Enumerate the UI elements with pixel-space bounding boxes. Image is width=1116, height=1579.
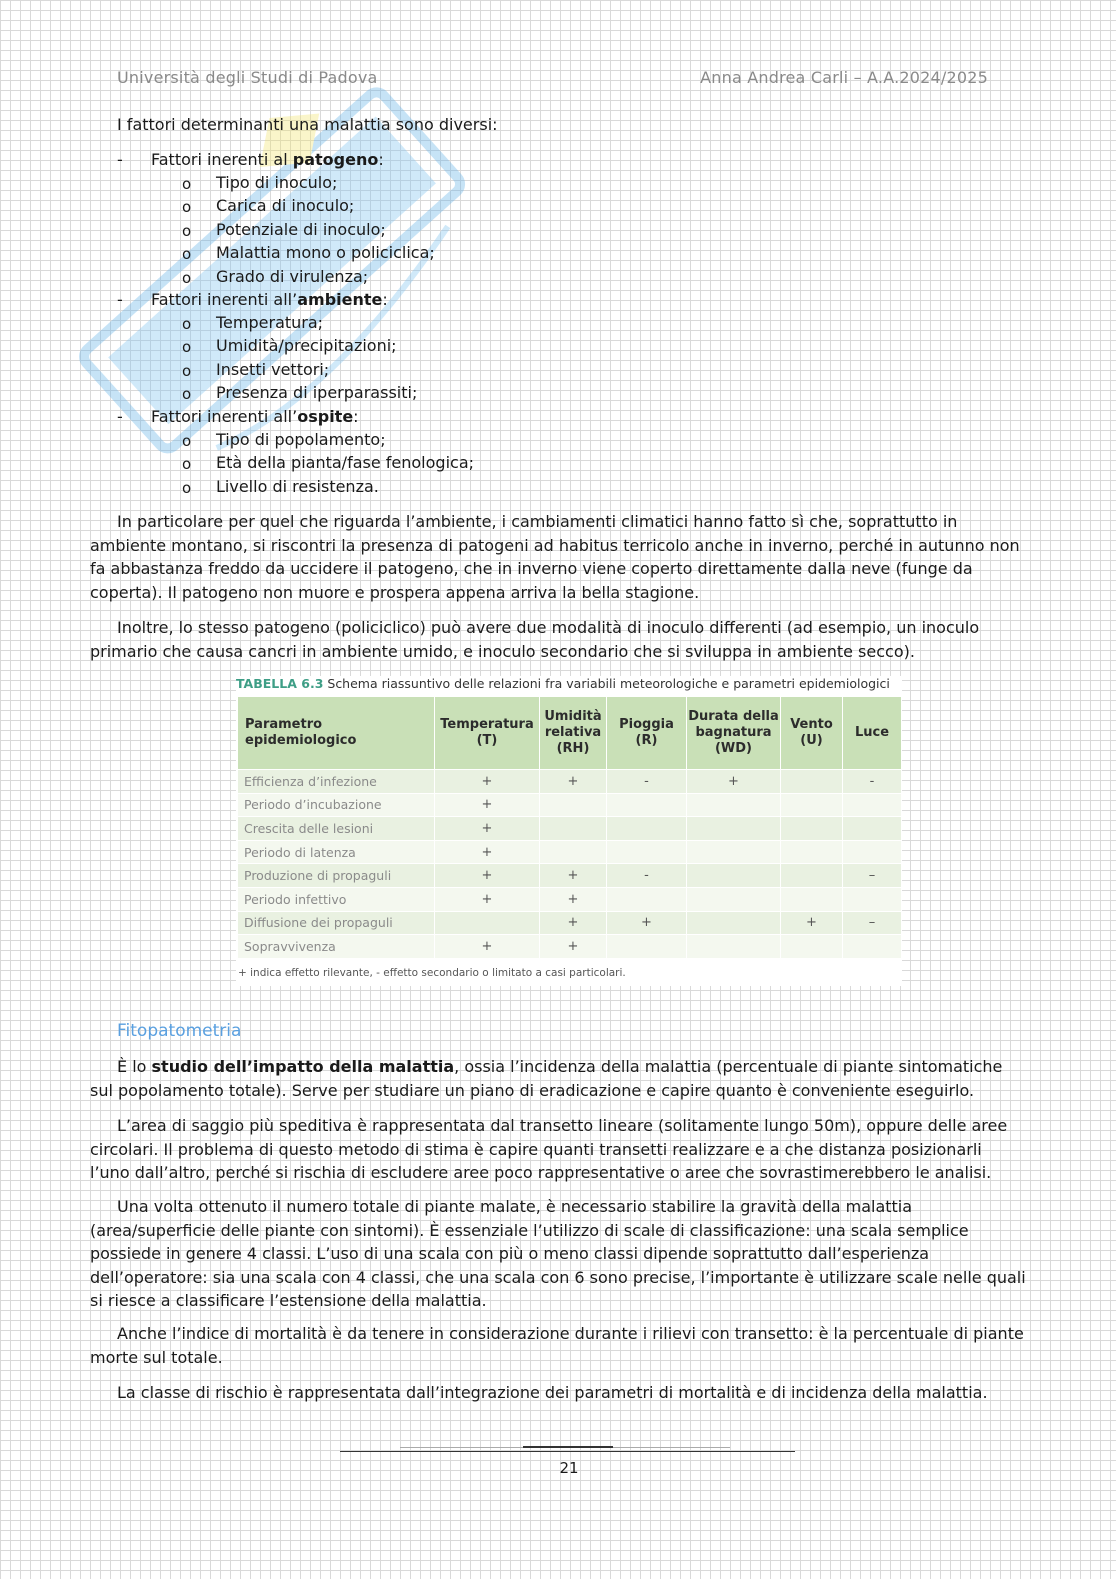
factor-item: Tipo di popolamento; <box>216 430 386 449</box>
bullet-icon: o <box>182 245 192 263</box>
table-cell: + <box>540 911 607 935</box>
table-cell: + <box>435 817 540 841</box>
col-header: Durata della bagnatura (WD) <box>687 697 781 770</box>
factor-item: Malattia mono o policiclica; <box>216 243 435 262</box>
factor-suffix: : <box>378 150 384 169</box>
factor-item: Carica di inoculo; <box>216 196 355 215</box>
factor-strong: ospite <box>297 407 354 426</box>
header-author: Anna Andrea Carli – A.A.2024/2025 <box>700 68 988 87</box>
paragraph-inoculum: Inoltre, lo stesso patogeno (policiclico) può avere due modalità di inoculo differenti (ad esempio, un inoculo primario che causa cancri in ambiente umido, e inoculo secondario che si sviluppa in ambiente secco). <box>90 618 980 661</box>
bullet-icon: o <box>182 385 192 403</box>
table-cell: Diffusione dei propaguli <box>238 911 435 935</box>
table-cell <box>540 793 607 817</box>
section-title: Fitopatometria <box>117 1021 242 1041</box>
table-cell: + <box>435 793 540 817</box>
table-cell <box>781 887 843 911</box>
bullet-icon: o <box>182 432 192 450</box>
table-cell <box>607 793 687 817</box>
table-cell <box>843 817 902 841</box>
table-cell: + <box>435 770 540 794</box>
factor-strong: patogeno <box>292 150 379 169</box>
table-cell: Sopravvivenza <box>238 935 435 959</box>
table-cell: - <box>843 770 902 794</box>
factor-item: Tipo di inoculo; <box>216 173 338 192</box>
table-title-label: TABELLA 6.3 <box>236 676 324 691</box>
table-cell <box>607 817 687 841</box>
factor-prefix: Fattori inerenti all’ <box>151 407 298 426</box>
footer-rule <box>523 1446 613 1448</box>
col-header: Pioggia (R) <box>607 697 687 770</box>
table-cell: + <box>540 887 607 911</box>
table-cell: Periodo infettivo <box>238 887 435 911</box>
table-row <box>238 864 902 888</box>
bullet-icon: o <box>182 269 192 287</box>
factor-item: Temperatura; <box>216 313 324 332</box>
bullet-icon: o <box>182 362 192 380</box>
paragraph-severity: Una volta ottenuto il numero totale di piante malate, è necessario stabilire la gravità della malattia (area/superficie delle piante con sintomi). È essenziale l’utilizzo di scale di classificazione: una scala semplice possiede in genere 4 classi. L’uso di una scala con più o meno classi dipende soprattutto dall’esperienza dell’operatore: sia una scala con 4 classi, che una scala con 6 sono precise, l’importante è utilizzare scale nelle quali si riesce a classificare l’estensione della malattia. <box>90 1197 1026 1311</box>
table-cell: + <box>540 864 607 888</box>
table-row <box>238 911 902 935</box>
def-pre: È lo <box>117 1057 152 1076</box>
bullet-icon: o <box>182 479 192 497</box>
table-cell: + <box>435 864 540 888</box>
table-row <box>238 793 902 817</box>
factor-item: Insetti vettori; <box>216 360 330 379</box>
col-header: Umidità relativa (RH) <box>540 697 607 770</box>
table-cell <box>687 864 781 888</box>
table-cell <box>607 887 687 911</box>
table-cell: + <box>781 911 843 935</box>
table-cell <box>540 817 607 841</box>
table-cell <box>843 935 902 959</box>
table-cell <box>687 840 781 864</box>
table-title-text: Schema riassuntivo delle relazioni fra variabili meteorologiche e parametri epidemiologici <box>323 676 890 691</box>
bullet-icon: o <box>182 315 192 333</box>
factor-item: Grado di virulenza; <box>216 267 369 286</box>
factor-category-patogeno <box>151 150 384 169</box>
table-cell: + <box>435 887 540 911</box>
table-cell <box>540 840 607 864</box>
footer-rule <box>340 1451 795 1452</box>
col-header: Parametro epidemiologico <box>238 697 435 770</box>
factor-category-ambiente <box>151 290 388 309</box>
table-cell: - <box>607 770 687 794</box>
table-cell <box>781 864 843 888</box>
table-cell: + <box>540 935 607 959</box>
bullet-icon: o <box>182 455 192 473</box>
table-row <box>238 770 902 794</box>
table-cell <box>781 817 843 841</box>
table-cell <box>687 911 781 935</box>
paragraph-transect: L’area di saggio più speditiva è rappresentata dal transetto lineare (solitamente lungo 50m), oppure delle aree circolari. Il problema di questo metodo di stima è capire quanti transetti realizzare e a che distanza posizionarli l’uno dall’altro, perché si rischia di escludere aree poco rappresentative o aree che sovrastimerebbero le analisi. <box>90 1116 1008 1183</box>
bullet-icon: o <box>182 175 192 193</box>
factor-item: Livello di resistenza. <box>216 477 379 496</box>
table-cell <box>843 793 902 817</box>
paragraph-risk-class: La classe di rischio è rappresentata dall’integrazione dei parametri di mortalità e di incidenza della malattia. <box>117 1383 988 1402</box>
factor-item: Potenziale di inoculo; <box>216 220 386 239</box>
list-dash: - <box>117 290 123 309</box>
table-cell: Periodo di latenza <box>238 840 435 864</box>
table-cell: + <box>435 840 540 864</box>
list-dash: - <box>117 150 123 169</box>
table-row <box>238 887 902 911</box>
factor-prefix: Fattori inerenti all’ <box>151 290 298 309</box>
header-university: Università degli Studi di Padova <box>117 68 378 87</box>
table-cell <box>687 793 781 817</box>
table-cell: + <box>687 770 781 794</box>
table-cell <box>607 935 687 959</box>
table-cell <box>435 911 540 935</box>
factor-suffix: : <box>353 407 359 426</box>
table-row <box>238 840 902 864</box>
table-cell <box>687 935 781 959</box>
table-cell <box>843 887 902 911</box>
table-cell: + <box>607 911 687 935</box>
table-header-row <box>238 697 902 770</box>
def-post: , ossia l’incidenza della malattia (percentuale di piante sintomatiche sul popolamento totale). Serve per studiare un piano di eradicazione e capire quanto è conveniente eseguirlo. <box>90 1057 1003 1100</box>
table-note: + indica effetto rilevante, - effetto secondario o limitato a casi particolari. <box>238 967 626 979</box>
col-header: Temperatura (T) <box>435 697 540 770</box>
table-cell: + <box>540 770 607 794</box>
factor-item: Età della pianta/fase fenologica; <box>216 453 475 472</box>
paragraph-definition <box>90 1055 1026 1102</box>
table-row <box>238 817 902 841</box>
factor-category-ospite <box>151 407 359 426</box>
factor-item: Presenza di iperparassiti; <box>216 383 418 402</box>
page-number: 21 <box>559 1459 579 1477</box>
table-cell <box>607 840 687 864</box>
table-title <box>236 676 890 691</box>
table-cell: Crescita delle lesioni <box>238 817 435 841</box>
table-cell: Periodo d’incubazione <box>238 793 435 817</box>
col-header: Luce <box>843 697 902 770</box>
table-cell: Produzione di propaguli <box>238 864 435 888</box>
table-figure <box>236 676 902 986</box>
paragraph-climate: In particolare per quel che riguarda l’ambiente, i cambiamenti climatici hanno fatto sì che, soprattutto in ambiente montano, si riscontri la presenza di patogeni ad habitus terricolo anche in inverno, perché in autunno non fa abbastanza freddo da uccidere il patogeno, che in inverno viene coperto direttamente dalla neve (funge da coperta). Il patogeno non muore e prospera appena arriva la bella stagione. <box>90 512 1020 602</box>
list-dash: - <box>117 407 123 426</box>
col-header: Vento (U) <box>781 697 843 770</box>
bullet-icon: o <box>182 222 192 240</box>
table-row <box>238 935 902 959</box>
epidemiology-table <box>237 696 902 959</box>
table-cell <box>781 770 843 794</box>
table-cell <box>843 840 902 864</box>
factor-prefix: Fattori inerenti al <box>151 150 293 169</box>
table-cell <box>781 935 843 959</box>
bullet-icon: o <box>182 338 192 356</box>
paragraph-mortality: Anche l’indice di mortalità è da tenere in considerazione durante i rilievi con transetto: è la percentuale di piante morte sul totale. <box>90 1324 1024 1367</box>
table-cell: – <box>843 864 902 888</box>
factor-strong: ambiente <box>297 290 383 309</box>
table-cell: + <box>435 935 540 959</box>
def-strong: studio dell’impatto della malattia <box>151 1057 455 1076</box>
factor-item: Umidità/precipitazioni; <box>216 336 397 355</box>
factor-suffix: : <box>382 290 388 309</box>
table-cell: Efficienza d’infezione <box>238 770 435 794</box>
bullet-icon: o <box>182 198 192 216</box>
table-cell <box>781 793 843 817</box>
intro-text: I fattori determinanti una malattia sono diversi: <box>117 115 498 134</box>
table-cell <box>687 887 781 911</box>
table-cell: – <box>843 911 902 935</box>
table-cell <box>687 817 781 841</box>
table-cell <box>781 840 843 864</box>
table-cell: - <box>607 864 687 888</box>
